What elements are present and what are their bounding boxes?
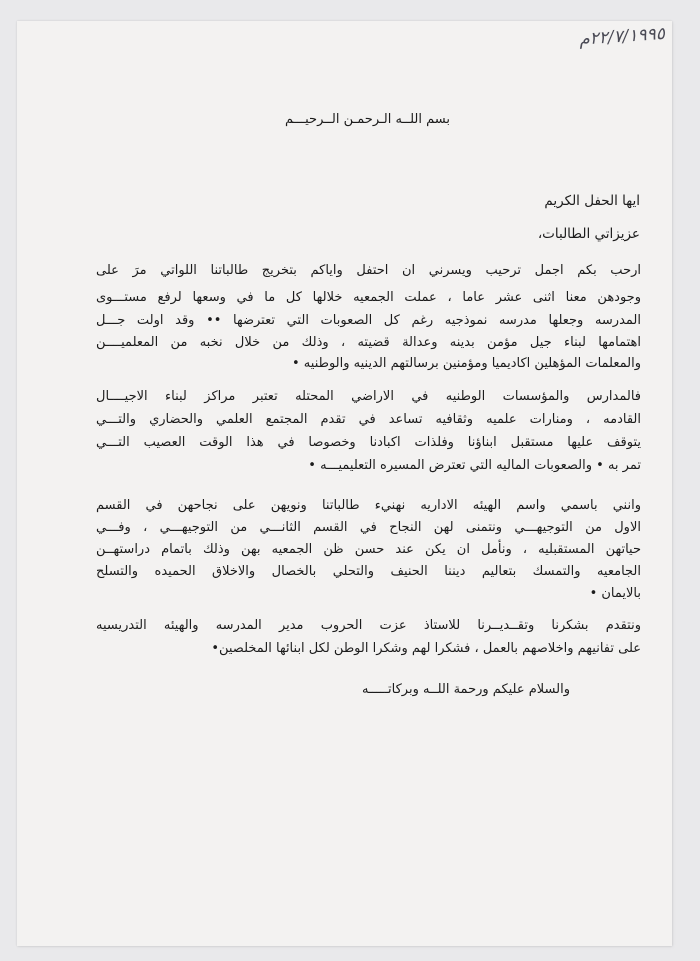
paragraph-1-line-2: وجودهن معنا اثنى عشر عاما ، عملت الجمعيه خلالها كل ما في وسعها لرفع مستـــوى — [96, 290, 641, 305]
basmala-heading: بسم اللــه الـرحمـن الــرحيـــم — [285, 112, 450, 127]
paragraph-2-line-2: القادمه ، ومنارات علميه وثقافيه تساعد في تقدم المجتمع العلمي والحضاري والتـــي — [96, 412, 641, 427]
paragraph-2-line-1: فالمدارس والمؤسسات الوطنيه في الاراضي المحتله تعتبر مراكز لبناء الاجيــــال — [96, 389, 641, 404]
paragraph-1-line-1: ارحب بكم اجمل ترحيب ويسرني ان احتفل واياكم بتخريج طالباتنا اللواتي مرَ على — [96, 263, 641, 278]
greeting-students: عزيزاتي الطالبات، — [537, 226, 640, 242]
paragraph-2-line-4: تمر به • والصعوبات الماليه التي تعترض المسيره التعليميـــه • — [308, 458, 641, 473]
paragraph-3-line-4: الجامعيه والتمسك بتعاليم ديننا الحنيف والتحلي بالخصال والاخلاق الحميده والتسلح — [96, 564, 641, 579]
handwritten-date: ٢٢/٧/١٩٩٥م — [578, 23, 666, 50]
letter-paper — [17, 21, 672, 946]
paragraph-4-line-1: ونتقدم بشكرنا وتقــديــرنا للاستاذ عزت الحروب مدير المدرسه والهيئه التدريسيه — [96, 618, 641, 633]
paragraph-3-line-1: وانني باسمي واسم الهيئه الاداريه نهنيء طالباتنا ونويهن على نجاحهن في القسم — [96, 498, 641, 513]
closing-salutation: والسلام عليكم ورحمة اللــه وبركاتـــــه — [362, 682, 570, 697]
paragraph-3-line-5: بالايمان • — [589, 586, 641, 601]
greeting-audience: ايها الحفل الكريم — [544, 193, 640, 209]
paragraph-2-line-3: يتوقف عليها مستقبل ابناؤنا وفلذات اكبادنا وخصوصا في هذا الوقت العصيب التـــي — [96, 435, 641, 450]
paragraph-3-line-3: حياتهن المستقبليه ، ونأمل ان يكن عند حسن ظن الجمعيه بهن وذلك باتمام دراستهــن — [96, 542, 641, 557]
paragraph-1-line-5: والمعلمات المؤهلين اكاديميا ومؤمنين برسالتهم الدينيه والوطنيه • — [292, 356, 641, 371]
paragraph-3-line-2: الاول من التوجيهـــي ونتمنى لهن النجاح في القسم الثانـــي من التوجيهـــي ، وفـــي — [96, 520, 641, 535]
paragraph-1-line-4: اهتمامها لبناء جيل مؤمن بدينه وعدالة قضيته ، وذلك من خلال نخبه من المعلميــــن — [96, 335, 641, 350]
paragraph-1-line-3: المدرسه وجعلها مدرسه نموذجيه رغم كل الصعوبات التي تعترضها •• وقد اولت جـــل — [96, 313, 641, 328]
paragraph-4-line-2: على تفانيهم واخلاصهم بالعمل ، فشكرا لهم وشكرا الوطن لكل ابنائها المخلصين• — [211, 641, 641, 656]
